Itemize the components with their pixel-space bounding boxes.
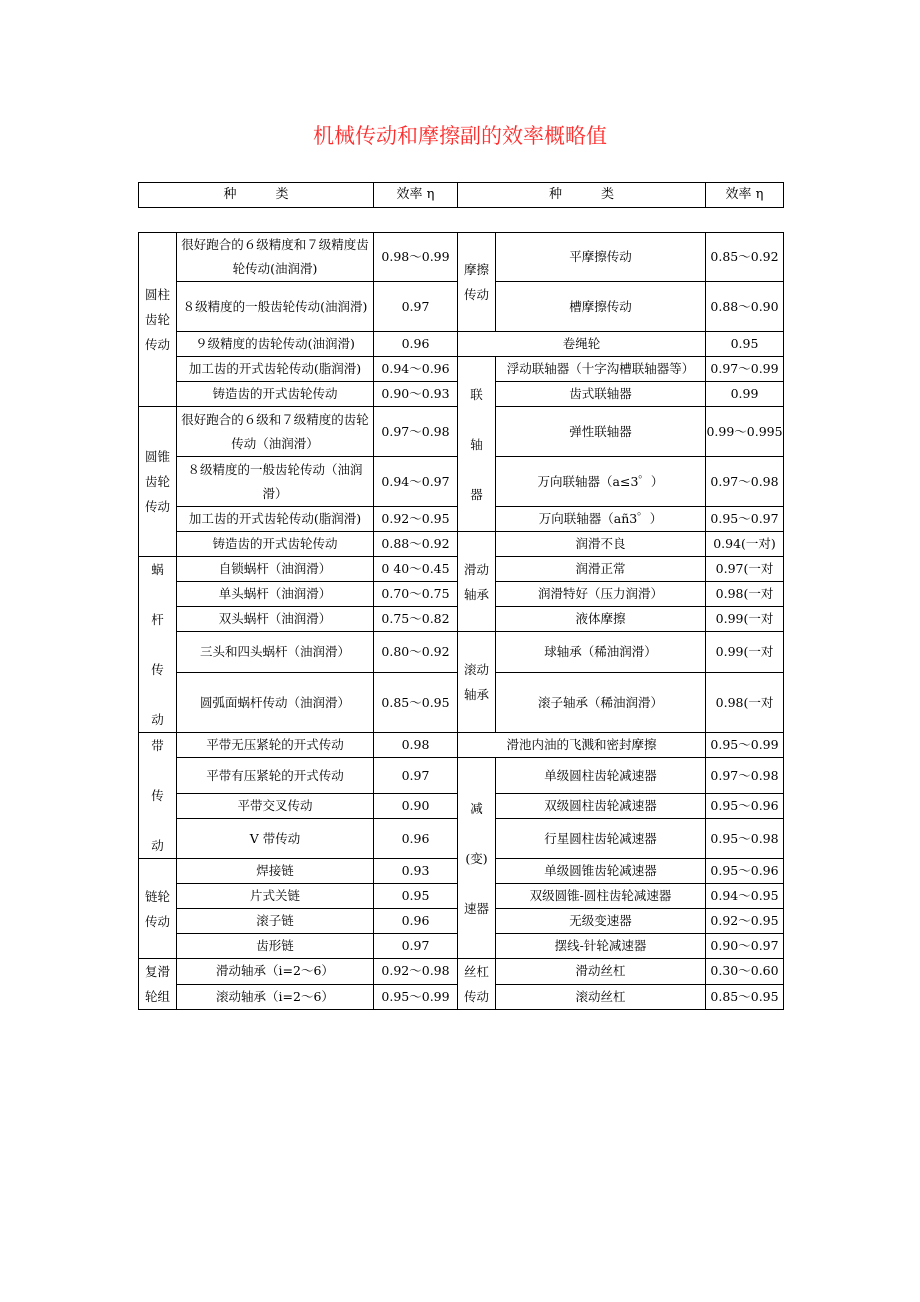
efficiency-cell: 0.98～0.99 xyxy=(374,233,458,282)
efficiency-cell: 0.99 xyxy=(706,382,784,407)
efficiency-cell: 0.92～0.95 xyxy=(374,507,458,532)
type-cell: 平带有压紧轮的开式传动 xyxy=(177,758,374,794)
type-cell: ８级精度的一般齿轮传动(油润滑) xyxy=(177,282,374,332)
category-cell: 带 传 动 xyxy=(139,733,177,859)
type-cell: 滚子链 xyxy=(177,909,374,934)
type-cell: 润滑不良 xyxy=(496,532,706,557)
efficiency-cell: 0.94～0.95 xyxy=(706,884,784,909)
header-kind-right: 种 类 xyxy=(458,183,706,208)
type-cell: 润滑特好（压力润滑） xyxy=(496,582,706,607)
efficiency-cell: 0.70～0.75 xyxy=(374,582,458,607)
type-cell: 无级变速器 xyxy=(496,909,706,934)
type-cell: 焊接链 xyxy=(177,859,374,884)
efficiency-cell: 0.99～0.995 xyxy=(706,407,784,457)
table-row xyxy=(139,532,784,557)
efficiency-cell: 0.75～0.82 xyxy=(374,607,458,632)
efficiency-cell: 0.99(一对 xyxy=(706,607,784,632)
category-cell: 滚动 轴承 xyxy=(458,632,496,733)
efficiency-cell: 0.95 xyxy=(706,332,784,357)
type-cell: ８级精度的一般齿轮传动（油润滑） xyxy=(177,457,374,507)
efficiency-cell: 0.90～0.97 xyxy=(706,934,784,959)
efficiency-cell: 0.95～0.97 xyxy=(706,507,784,532)
efficiency-cell: 0.85～0.95 xyxy=(706,984,784,1010)
efficiency-cell: 0.98 xyxy=(374,733,458,758)
type-cell: 万向联轴器（a≤3゜） xyxy=(496,457,706,507)
category-cell: 圆锥 齿轮 传动 xyxy=(139,407,177,557)
type-cell: 单头蜗杆（油润滑） xyxy=(177,582,374,607)
type-cell: 滑池内油的飞溅和密封摩擦 xyxy=(458,733,706,758)
type-cell: 滑动轴承（i=2～6） xyxy=(177,959,374,985)
category-cell: 链轮 传动 xyxy=(139,859,177,959)
efficiency-cell: 0.98(一对 xyxy=(706,582,784,607)
efficiency-cell: 0.95～0.98 xyxy=(706,819,784,859)
type-cell: 片式关链 xyxy=(177,884,374,909)
efficiency-cell: 0.97(一对 xyxy=(706,557,784,582)
table-row xyxy=(139,758,784,794)
table-row xyxy=(139,959,784,985)
type-cell: 万向联轴器（añ3゜） xyxy=(496,507,706,532)
type-cell: 摆线-针轮减速器 xyxy=(496,934,706,959)
efficiency-cell: 0.94～0.96 xyxy=(374,357,458,382)
type-cell: 平摩擦传动 xyxy=(496,233,706,282)
category-cell: 蜗 杆 传 动 xyxy=(139,557,177,733)
type-cell: 浮动联轴器（十字沟槽联轴器等） xyxy=(496,357,706,382)
table-row xyxy=(139,357,784,382)
efficiency-cell: 0.97～0.98 xyxy=(374,407,458,457)
efficiency-cell: 0.85～0.95 xyxy=(374,673,458,733)
type-cell: 滚动轴承（i=2～6） xyxy=(177,984,374,1010)
efficiency-cell: 0.96 xyxy=(374,909,458,934)
efficiency-cell: 0.30～0.60 xyxy=(706,959,784,985)
efficiency-cell: 0.95～0.96 xyxy=(706,859,784,884)
type-cell: 弹性联轴器 xyxy=(496,407,706,457)
efficiency-cell: 0.95～0.99 xyxy=(374,984,458,1010)
type-cell: 齿式联轴器 xyxy=(496,382,706,407)
efficiency-cell: 0.97～0.98 xyxy=(706,457,784,507)
type-cell: 滚动丝杠 xyxy=(496,984,706,1010)
header-kind-left: 种 类 xyxy=(139,183,374,208)
header-row xyxy=(139,183,784,208)
type-cell: 铸造齿的开式齿轮传动 xyxy=(177,532,374,557)
category-cell: 联 轴 器 xyxy=(458,357,496,532)
efficiency-cell: 0.88～0.92 xyxy=(374,532,458,557)
efficiency-cell: 0.80～0.92 xyxy=(374,632,458,673)
efficiency-cell: 0.88～0.90 xyxy=(706,282,784,332)
efficiency-table xyxy=(138,232,784,1010)
page-title: 机械传动和摩擦副的效率概略值 xyxy=(313,124,607,148)
type-cell: 加工齿的开式齿轮传动(脂润滑) xyxy=(177,507,374,532)
type-cell: 滑动丝杠 xyxy=(496,959,706,985)
type-cell: 双级圆锥-圆柱齿轮减速器 xyxy=(496,884,706,909)
efficiency-cell: 0.90 xyxy=(374,794,458,819)
type-cell: 平带无压紧轮的开式传动 xyxy=(177,733,374,758)
type-cell: 单级圆锥齿轮减速器 xyxy=(496,859,706,884)
type-cell: 滚子轴承（稀油润滑） xyxy=(496,673,706,733)
type-cell: 液体摩擦 xyxy=(496,607,706,632)
type-cell: 润滑正常 xyxy=(496,557,706,582)
efficiency-cell: 0.97 xyxy=(374,282,458,332)
type-cell: 行星圆柱齿轮减速器 xyxy=(496,819,706,859)
type-cell: 球轴承（稀油润滑） xyxy=(496,632,706,673)
efficiency-cell: 0.95～0.96 xyxy=(706,794,784,819)
efficiency-cell: 0.98(一对 xyxy=(706,673,784,733)
efficiency-cell: 0.93 xyxy=(374,859,458,884)
header-efficiency-right: 效率 η xyxy=(706,183,784,208)
efficiency-cell: 0.94(一对) xyxy=(706,532,784,557)
efficiency-cell: 0.97～0.98 xyxy=(706,758,784,794)
efficiency-cell: 0.99(一对 xyxy=(706,632,784,673)
type-cell: 平带交叉传动 xyxy=(177,794,374,819)
type-cell: 齿形链 xyxy=(177,934,374,959)
type-cell: 自锁蜗杆（油润滑） xyxy=(177,557,374,582)
type-cell: 槽摩擦传动 xyxy=(496,282,706,332)
table-row xyxy=(139,332,784,357)
type-cell: 铸造齿的开式齿轮传动 xyxy=(177,382,374,407)
type-cell: 很好跑合的６级和７级精度的齿轮传动（油润滑） xyxy=(177,407,374,457)
type-cell: 卷绳轮 xyxy=(458,332,706,357)
category-cell: 摩擦 传动 xyxy=(458,233,496,332)
table-row xyxy=(139,233,784,282)
efficiency-cell: 0.92～0.98 xyxy=(374,959,458,985)
category-cell: 减 (变) 速器 xyxy=(458,758,496,959)
type-cell: 双头蜗杆（油润滑） xyxy=(177,607,374,632)
efficiency-cell: 0.92～0.95 xyxy=(706,909,784,934)
efficiency-cell: 0.95 xyxy=(374,884,458,909)
type-cell: 圆弧面蜗杆传动（油润滑） xyxy=(177,673,374,733)
efficiency-cell: 0.96 xyxy=(374,332,458,357)
efficiency-cell: 0.94～0.97 xyxy=(374,457,458,507)
header-efficiency-left: 效率 η xyxy=(374,183,458,208)
type-cell: ９级精度的齿轮传动(油润滑) xyxy=(177,332,374,357)
category-cell: 滑动 轴承 xyxy=(458,532,496,632)
efficiency-cell: 0.96 xyxy=(374,819,458,859)
category-cell: 丝杠 传动 xyxy=(458,959,496,1010)
efficiency-cell: 0.97 xyxy=(374,934,458,959)
table-row xyxy=(139,733,784,758)
type-cell: V 带传动 xyxy=(177,819,374,859)
category-cell: 复滑 轮组 xyxy=(139,959,177,1010)
table-row xyxy=(139,632,784,673)
category-cell: 圆柱 齿轮 传动 xyxy=(139,233,177,407)
efficiency-cell: 0 40～0.45 xyxy=(374,557,458,582)
type-cell: 很好跑合的６级精度和７级精度齿轮传动(油润滑) xyxy=(177,233,374,282)
header-table xyxy=(138,182,784,208)
type-cell: 单级圆柱齿轮减速器 xyxy=(496,758,706,794)
type-cell: 三头和四头蜗杆（油润滑） xyxy=(177,632,374,673)
efficiency-cell: 0.97～0.99 xyxy=(706,357,784,382)
type-cell: 双级圆柱齿轮减速器 xyxy=(496,794,706,819)
efficiency-cell: 0.97 xyxy=(374,758,458,794)
efficiency-cell: 0.90～0.93 xyxy=(374,382,458,407)
efficiency-cell: 0.85～0.92 xyxy=(706,233,784,282)
type-cell: 加工齿的开式齿轮传动(脂润滑) xyxy=(177,357,374,382)
efficiency-cell: 0.95～0.99 xyxy=(706,733,784,758)
